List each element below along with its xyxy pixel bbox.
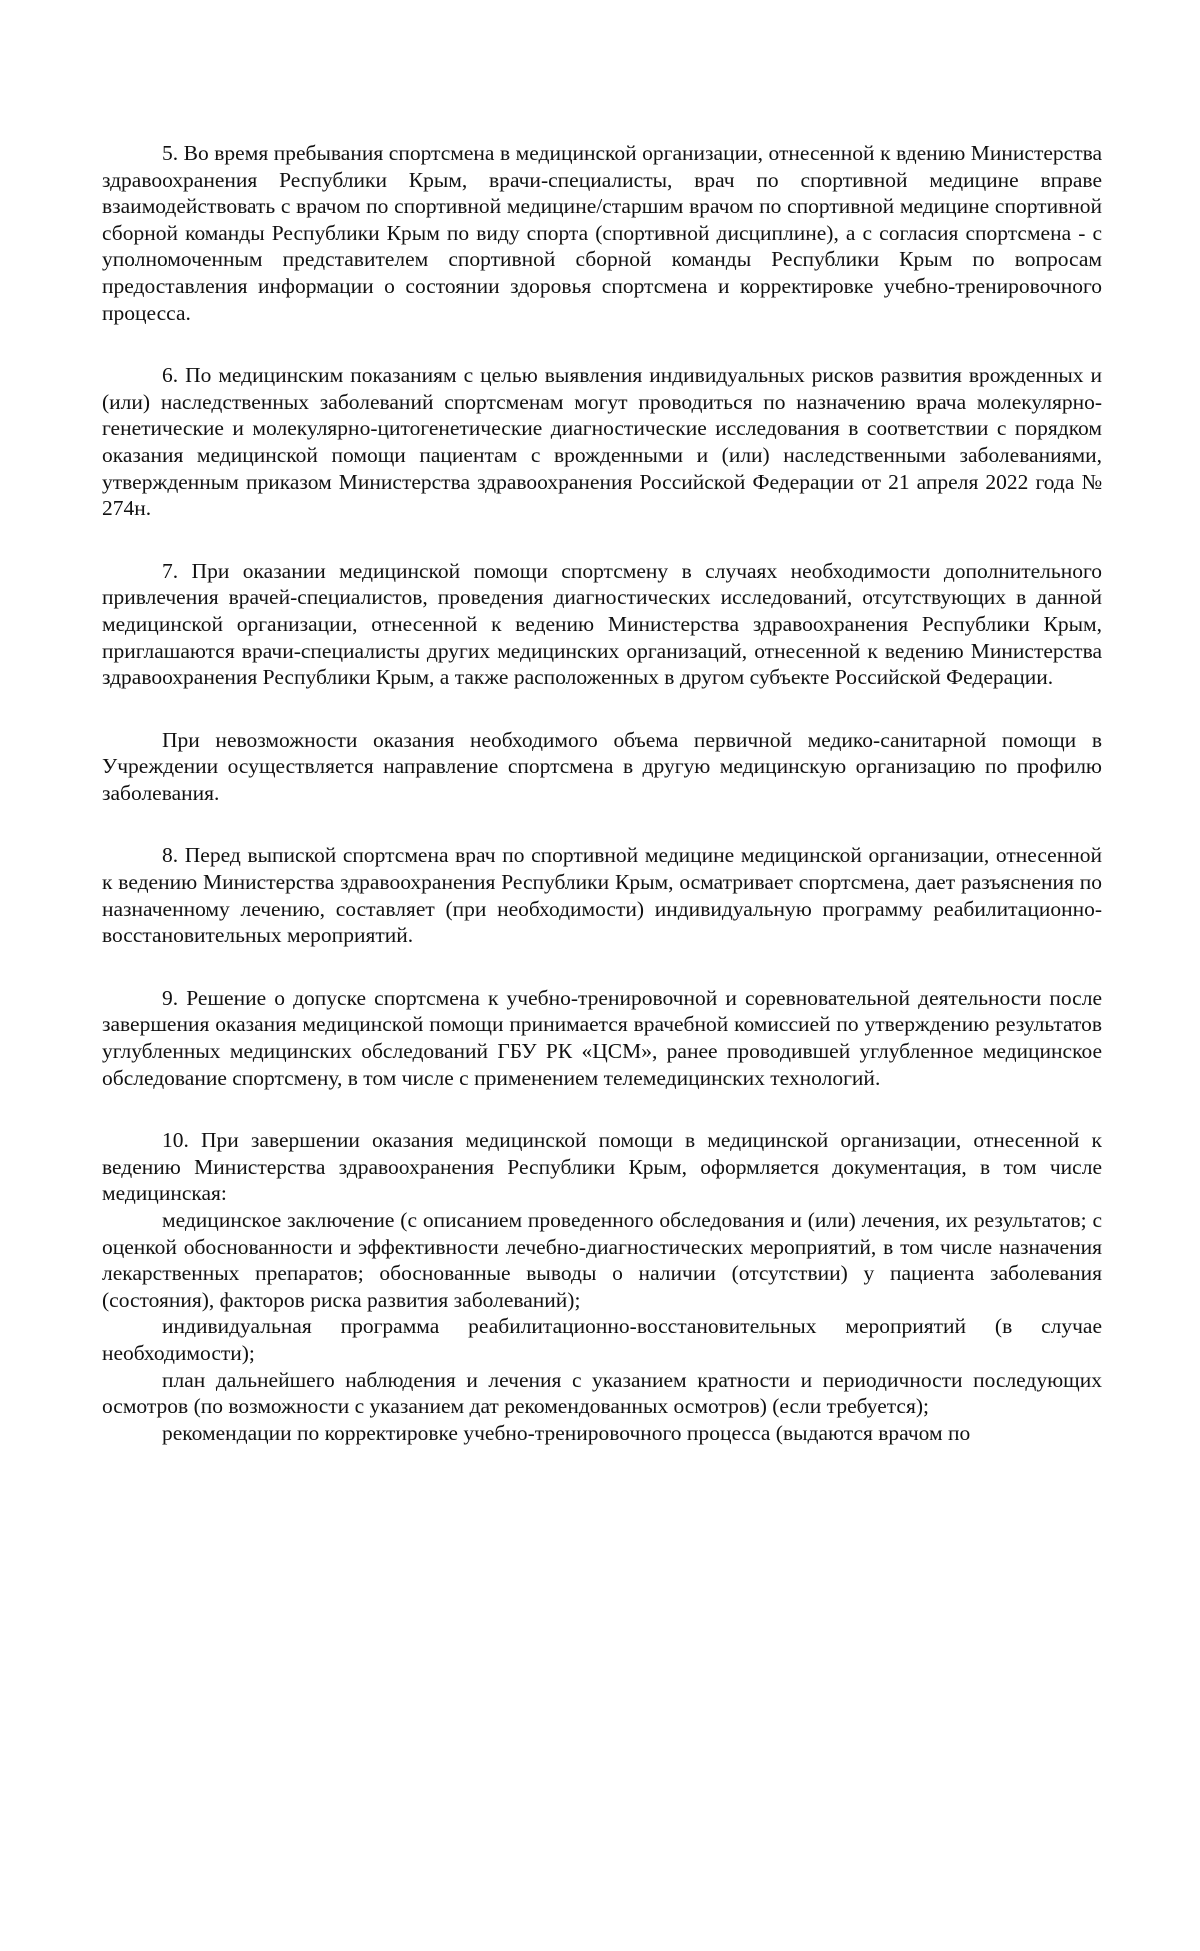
paragraph-6: 6. По медицинским показаниям с целью выявления индивидуальных рисков развития врожденных и (или) наследственных заболеваний спортсменам могут проводиться по назначению врача молекулярно-генетические и молекулярно-цитогенетические диагностические исследования в соответствии с порядком оказания медицинской помощи пациентам с врожденными и (или) наследственными заболеваниями, утвержденным приказом Министерства здравоохранения Российской Федерации от 21 апреля 2022 года № 274н. — [102, 363, 1102, 521]
document-body — [102, 140, 1102, 1446]
list-item-observation-plan: план дальнейшего наблюдения и лечения с указанием кратности и периодичности последующих осмотров (по возможности с указанием дат рекомендованных осмотров) (если требуется); — [102, 1367, 1102, 1419]
paragraph-9: 9. Решение о допуске спортсмена к учебно-тренировочной и соревновательной деятельности после завершения оказания медицинской помощи принимается врачебной комиссией по утверждению результатов углубленных медицинских обследований ГБУ РК «ЦСМ», ранее проводившей углубленное медицинское обследование спортсмену, в том числе с применением телемедицинских технологий. — [102, 985, 1102, 1090]
paragraph-7-continuation: При невозможности оказания необходимого объема первичной медико-санитарной помощи в Учреждении осуществляется направление спортсмена в другую медицинскую организацию по профилю заболевания. — [102, 727, 1102, 805]
paragraph-5: 5. Во время пребывания спортсмена в медицинской организации, отнесенной к вдению Министерства здравоохранения Республики Крым, врачи-специалисты, врач по спортивной медицине вправе взаимодействовать с врачом по спортивной медицине/старшим врачом по спортивной медицине спортивной сборной команды Республики Крым по виду спорта (спортивной дисциплине), а с согласия спортсмена - с уполномоченным представителем спортивной сборной команды Республики Крым по вопросам предоставления информации о состоянии здоровья спортсмена и корректировке учебно-тренировочного процесса. — [102, 141, 1102, 325]
paragraph-10: 10. При завершении оказания медицинской помощи в медицинской организации, отнесенной к ведению Министерства здравоохранения Республики Крым, оформляется документация, в том числе медицинская: — [102, 1128, 1102, 1206]
list-item-rehabilitation-program: индивидуальная программа реабилитационно-восстановительных мероприятий (в случае необходимости); — [102, 1314, 1102, 1365]
list-item-medical-conclusion: медицинское заключение (с описанием проведенного обследования и (или) лечения, их результатов; с оценкой обоснованности и эффективности лечебно-диагностических мероприятий, в том числе назначения лекарственных препаратов; обоснованные выводы о наличии (отсутствии) у пациента заболевания (состояния), факторов риска развития заболеваний); — [102, 1208, 1102, 1312]
list-item-training-recommendations: рекомендации по корректировке учебно-тренировочного процесса (выдаются врачом по — [162, 1420, 971, 1445]
paragraph-8: 8. Перед выпиской спортсмена врач по спортивной медицине медицинской организации, отнесенной к ведению Министерства здравоохранения Республики Крым, осматривает спортсмена, дает разъяснения по назначенному лечению, составляет (при необходимости) индивидуальную программу реабилитационно-восстановительных мероприятий. — [102, 843, 1102, 948]
paragraph-7: 7. При оказании медицинской помощи спортсмену в случаях необходимости дополнительного привлечения врачей-специалистов, проведения диагностических исследований, отсутствующих в данной медицинской организации, отнесенной к ведению Министерства здравоохранения Республики Крым, приглашаются врачи-специалисты других медицинских организаций, отнесенной к ведению Министерства здравоохранения Республики Крым, а также расположенных в другом субъекте Российской Федерации. — [102, 558, 1102, 690]
